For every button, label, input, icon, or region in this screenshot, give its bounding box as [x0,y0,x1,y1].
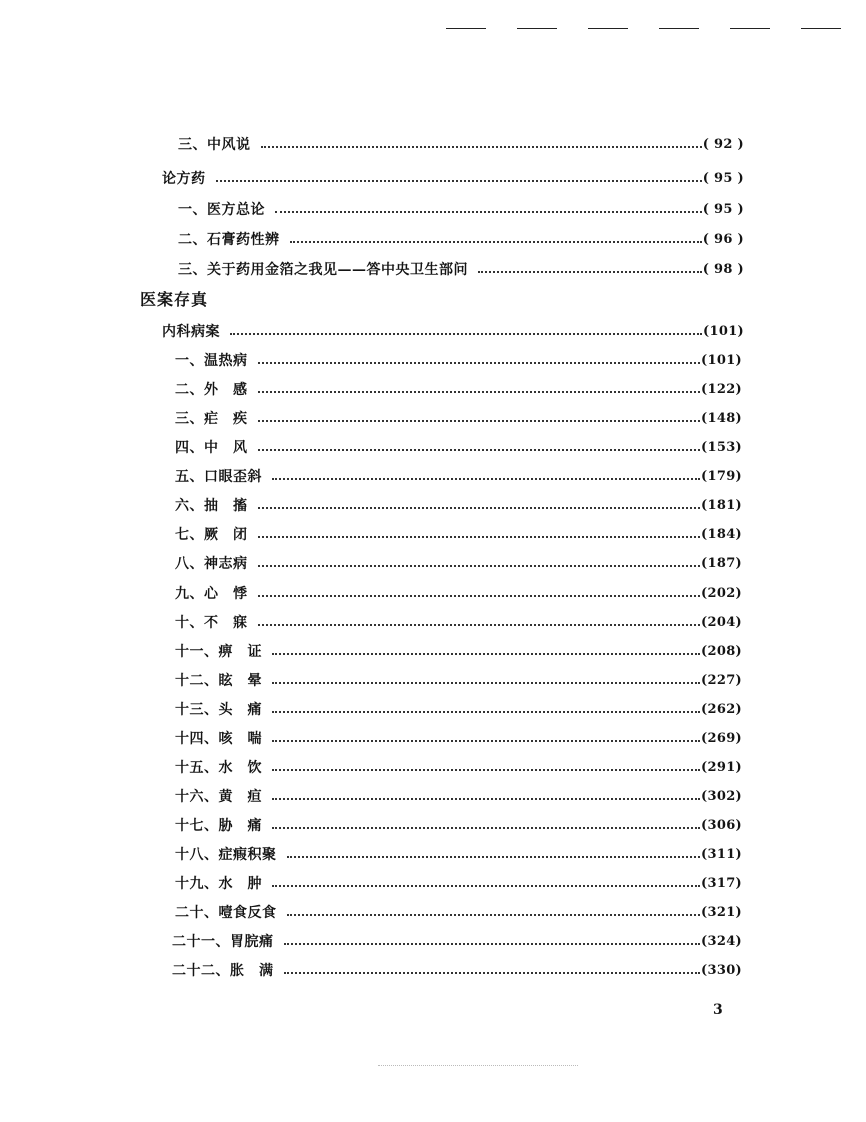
toc-entry-page: (148) [701,410,742,426]
dot-leader [275,211,702,213]
toc-entry-label: 一、温热病 [175,353,248,369]
dot-leader [478,271,702,273]
toc-entry[interactable] [175,756,742,778]
toc-entry[interactable] [175,872,742,894]
dot-leader [272,769,700,771]
toc-entry[interactable] [175,436,742,458]
toc-entry-page: (302) [701,788,742,804]
toc-entry-page: (227) [701,672,742,688]
toc-entry-page: (262) [701,701,742,717]
page-number: 3 [713,1002,723,1018]
dot-leader [272,885,700,887]
toc-entry-page: (181) [701,497,742,513]
toc-entry-label: 内科病案 [162,324,220,340]
dot-leader [258,391,701,393]
dot-leader [258,420,701,422]
toc-entry-label: 三、关于药用金箔之我见——答中央卫生部问 [178,262,468,278]
toc-entry[interactable] [172,959,742,981]
toc-entry-label: 十七、胁 痛 [175,818,262,834]
toc-entry-page: (153) [701,439,742,455]
section-heading: 医案存真 [140,290,209,309]
toc-entry-label: 五、口眼歪斜 [175,469,262,485]
toc-entry-label: 二十、噎食反食 [175,905,277,921]
dot-leader [284,943,701,945]
toc-entry-page: (101) [703,323,744,339]
toc-entry-label: 八、神志病 [175,556,248,572]
dot-leader [258,536,701,538]
toc-entry-label: 九、心 悸 [175,586,248,602]
toc-entry-page: ( 95 ) [702,170,744,186]
toc-entry-label: 十九、水 肿 [175,876,262,892]
dot-leader [287,856,701,858]
toc-entry[interactable] [175,611,742,633]
toc-entry-page: (187) [701,555,742,571]
toc-entry-label: 十五、水 饮 [175,760,262,776]
dot-leader [284,972,701,974]
toc-entry[interactable] [175,407,742,429]
dot-leader [258,565,701,567]
dot-leader [272,798,700,800]
toc-entry-page: (101) [701,352,742,368]
toc-entry-label: 七、厥 闭 [175,527,248,543]
toc-entry-label: 十八、症瘕积聚 [175,847,277,863]
dot-leader [258,449,701,451]
toc-entry[interactable] [175,698,742,720]
toc-entry[interactable] [175,901,742,923]
toc-entry[interactable] [162,167,744,189]
toc-entry-page: (311) [701,846,742,862]
toc-entry[interactable] [172,930,742,952]
dot-leader [272,827,700,829]
toc-entry-page: (179) [701,468,742,484]
toc-entry-page: (330) [701,962,742,978]
toc-entry-label: 二十一、胃脘痛 [172,934,274,950]
toc-entry[interactable] [178,198,744,220]
toc-entry[interactable] [175,523,742,545]
toc-entry-page: ( 95 ) [702,201,744,217]
toc-entry-page: ( 92 ) [702,136,744,152]
toc-entry-page: (306) [701,817,742,833]
toc-entry[interactable] [175,465,742,487]
toc-entry-page: (324) [701,933,742,949]
toc-entry-label: 三、中风说 [178,137,251,153]
toc-entry[interactable] [175,640,742,662]
dot-leader [272,478,700,480]
toc-entry-label: 三、疟 疾 [175,411,248,427]
toc-entry-label: 十三、头 痛 [175,702,262,718]
toc-entry[interactable] [175,582,742,604]
toc-entry-page: (317) [701,875,742,891]
toc-entry[interactable] [175,843,742,865]
toc-entry[interactable] [175,814,742,836]
toc-entry[interactable] [175,785,742,807]
dot-leader [272,711,700,713]
dot-leader [258,507,701,509]
dot-leader [230,333,702,335]
dot-leader [272,682,700,684]
scan-speckle [378,1065,578,1066]
toc-entry-page: (208) [701,643,742,659]
dot-leader [272,653,700,655]
toc-entry-label: 十、不 寐 [175,615,248,631]
dot-leader [261,146,702,148]
dot-leader [216,180,702,182]
toc-entry-page: (291) [701,759,742,775]
toc-entry[interactable] [175,378,742,400]
toc-entry-page: (321) [701,904,742,920]
toc-entry[interactable] [175,494,742,516]
toc-entry-page: (269) [701,730,742,746]
toc-entry[interactable] [178,133,744,155]
toc-entry-label: 一、医方总论 [178,202,265,218]
dot-leader [258,362,701,364]
toc-entry-label: 六、抽 搐 [175,498,248,514]
toc-entry-label: 十六、黄 疸 [175,789,262,805]
toc-entry-label: 二、石膏药性辨 [178,232,280,248]
dot-leader [258,624,701,626]
toc-entry[interactable] [178,228,744,250]
toc-entry[interactable] [178,258,744,280]
toc-entry-label: 论方药 [162,171,206,187]
toc-entry[interactable] [175,552,742,574]
toc-entry-label: 二十二、胀 满 [172,963,274,979]
dot-leader [272,740,700,742]
toc-entry-label: 十一、痹 证 [175,644,262,660]
toc-entry-page: ( 96 ) [702,231,744,247]
dot-leader [258,595,701,597]
toc-entry-label: 十四、咳 喘 [175,731,262,747]
toc-entry-page: (202) [701,585,742,601]
toc-subsection[interactable] [162,320,744,342]
toc-entry-label: 二、外 感 [175,382,248,398]
toc-entry[interactable] [175,349,742,371]
toc-entry-page: (122) [701,381,742,397]
dot-leader [290,241,702,243]
toc-entry-page: (204) [701,614,742,630]
toc-entry-label: 四、中 风 [175,440,248,456]
dot-leader [287,914,701,916]
toc-entry-label: 十二、眩 晕 [175,673,262,689]
toc-entry[interactable] [175,727,742,749]
toc-entry[interactable] [175,669,742,691]
toc-entry-page: ( 98 ) [702,261,744,277]
toc-entry-page: (184) [701,526,742,542]
